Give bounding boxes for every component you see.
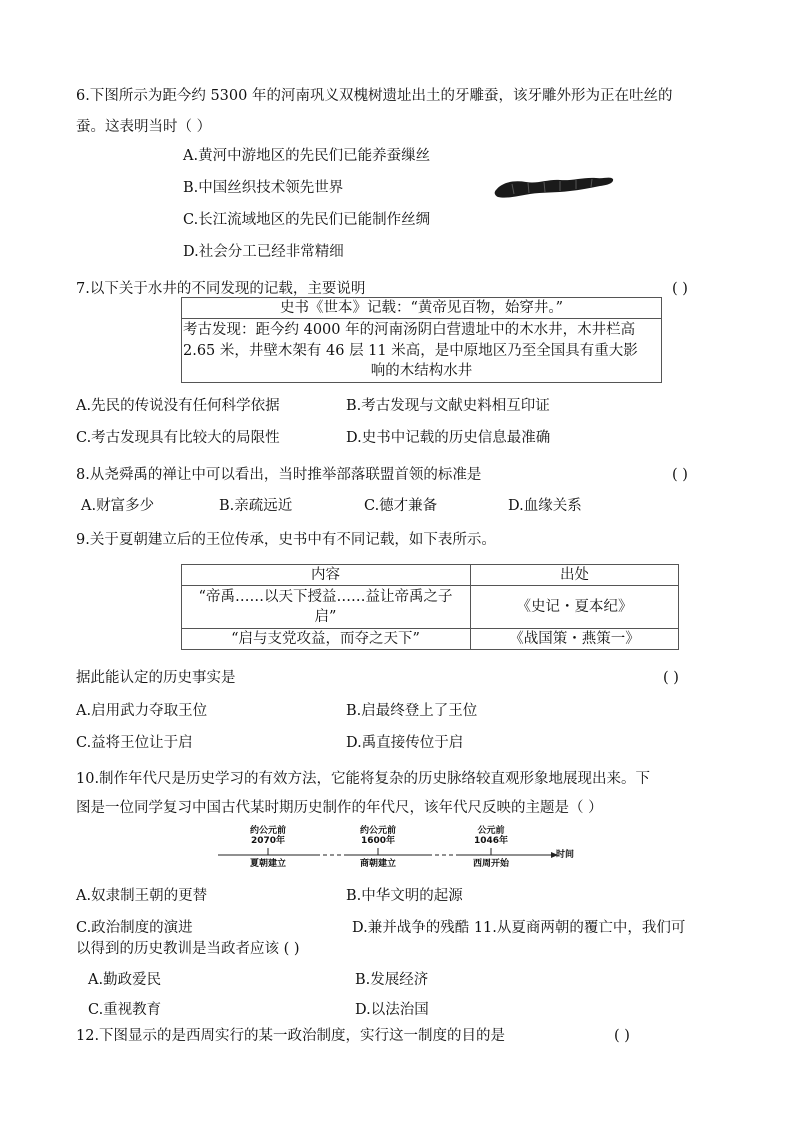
timeline-event-2: 商朝建立: [359, 859, 396, 869]
q9-header-content: 内容: [311, 567, 340, 583]
q7-answer-paren: ( ): [672, 281, 688, 297]
timeline-axis-label: 时间: [556, 850, 575, 860]
q8-option-b: B.亲疏远近: [219, 498, 293, 514]
q9-header-source: 出处: [560, 567, 589, 583]
q6-option-b: B.中国丝织技术领先世界: [183, 180, 344, 196]
q11-stem-line2: 以得到的历史教训是当政者应该 ( ): [76, 941, 300, 957]
q7-option-d: D.史书中记载的历史信息最准确: [346, 430, 551, 446]
q9-stem: 9.关于夏朝建立后的王位传承，史书中有不同记载，如下表所示。: [76, 532, 496, 548]
q6-stem-line1: 6.下图所示为距今约 5300 年的河南巩义双槐树遗址出土的牙雕蚕，该牙雕外形为正在吐丝的: [76, 88, 673, 104]
q9-followup: 据此能认定的历史事实是: [76, 670, 236, 686]
q9-option-c: C.益将王位让于启: [76, 735, 193, 751]
timeline-event-3: 西周开始: [472, 859, 509, 869]
timeline-date-2-line2: 1600年: [360, 836, 396, 846]
q11-option-a: A.勤政爱民: [88, 972, 162, 988]
q9-row2-content: “启与支党攻益，而夺之天下”: [231, 631, 420, 647]
q9-row1-source: 《史记・夏本纪》: [516, 599, 633, 615]
q9-row2-source: 《战国策・燕策一》: [509, 631, 640, 647]
q9-row1-content-l1: “帝禹……以天下授益……益让帝禹之子: [198, 589, 453, 605]
q6-option-c: C.长江流域地区的先民们已能制作丝绸: [183, 212, 431, 228]
q7-row-archaeology-l1: 考古发现：距今约 4000 年的河南汤阴白营遗址中的木水井，木井栏高: [183, 322, 636, 338]
q10-option-c: C.政治制度的演进: [76, 920, 193, 936]
q9-option-d: D.禹直接传位于启: [346, 735, 464, 751]
q8-option-d: D.血缘关系: [508, 498, 582, 514]
q8-option-a: A.财富多少: [81, 498, 155, 514]
timeline-event-1: 夏朝建立: [249, 859, 286, 869]
q7-row-history: 史书《世本》记载：“黄帝见百物，始穿井。”: [279, 300, 564, 316]
q9-answer-paren: ( ): [663, 670, 679, 686]
timeline-date-3-line1: 公元前: [477, 826, 505, 836]
q9-row1-content-l2: 启”: [314, 609, 337, 625]
q11-option-b: B.发展经济: [355, 972, 429, 988]
q7-table-divider: [181, 318, 662, 319]
q12-stem: 12.下图显示的是西周实行的某一政治制度，实行这一制度的目的是: [76, 1028, 506, 1044]
q8-option-c: C.德才兼备: [364, 498, 438, 514]
timeline-date-3-line2: 1046年: [473, 836, 509, 846]
q8-answer-paren: ( ): [672, 467, 688, 483]
q7-option-c: C.考古发现具有比较大的局限性: [76, 430, 280, 446]
timeline-date-1-line1: 约公元前: [249, 826, 286, 836]
q10-option-d-q11-stem: D.兼并战争的残酷 11.从夏商两朝的覆亡中，我们可: [352, 920, 686, 936]
q7-stem: 7.以下关于水井的不同发现的记载，主要说明: [76, 281, 366, 297]
q10-stem-line2: 图是一位同学复习中国古代某时期历史制作的年代尺，该年代尺反映的主题是（ ）: [76, 800, 603, 816]
timeline-date-1-line2: 2070年: [250, 836, 286, 846]
q9-option-a: A.启用武力夺取王位: [76, 703, 208, 719]
timeline-date-2-line1: 约公元前: [359, 826, 396, 836]
q6-option-d: D.社会分工已经非常精细: [183, 244, 344, 260]
q10-stem-line1: 10.制作年代尺是历史学习的有效方法，它能将复杂的历史脉络较直观形象地展现出来。下: [76, 771, 651, 787]
q7-row-archaeology-l3: 响的木结构水井: [370, 363, 473, 379]
q10-timeline: [216, 822, 586, 872]
q10-option-a: A.奴隶制王朝的更替: [76, 888, 208, 904]
q11-option-d: D.以法治国: [355, 1002, 429, 1018]
q10-option-b: B.中华文明的起源: [346, 888, 463, 904]
q9-table-header-divider: [181, 585, 679, 586]
q7-option-a: A.先民的传说没有任何科学依据: [76, 398, 280, 414]
q9-option-b: B.启最终登上了王位: [346, 703, 478, 719]
q7-option-b: B.考古发现与文献史料相互印证: [346, 398, 550, 414]
q6-option-a: A.黄河中游地区的先民们已能养蚕缫丝: [183, 148, 431, 164]
q6-stem-line2: 蚕。这表明当时（ ）: [76, 119, 212, 135]
q11-option-c: C.重视教育: [88, 1002, 162, 1018]
silkworm-carving-image: [492, 172, 616, 202]
q7-row-archaeology-l2: 2.65 米，井壁木架有 46 层 11 米高，是中原地区乃至全国具有重大影: [183, 343, 638, 359]
q12-answer-paren: ( ): [614, 1028, 630, 1044]
q8-stem: 8.从尧舜禹的禅让中可以看出，当时推举部落联盟首领的标准是: [76, 467, 482, 483]
